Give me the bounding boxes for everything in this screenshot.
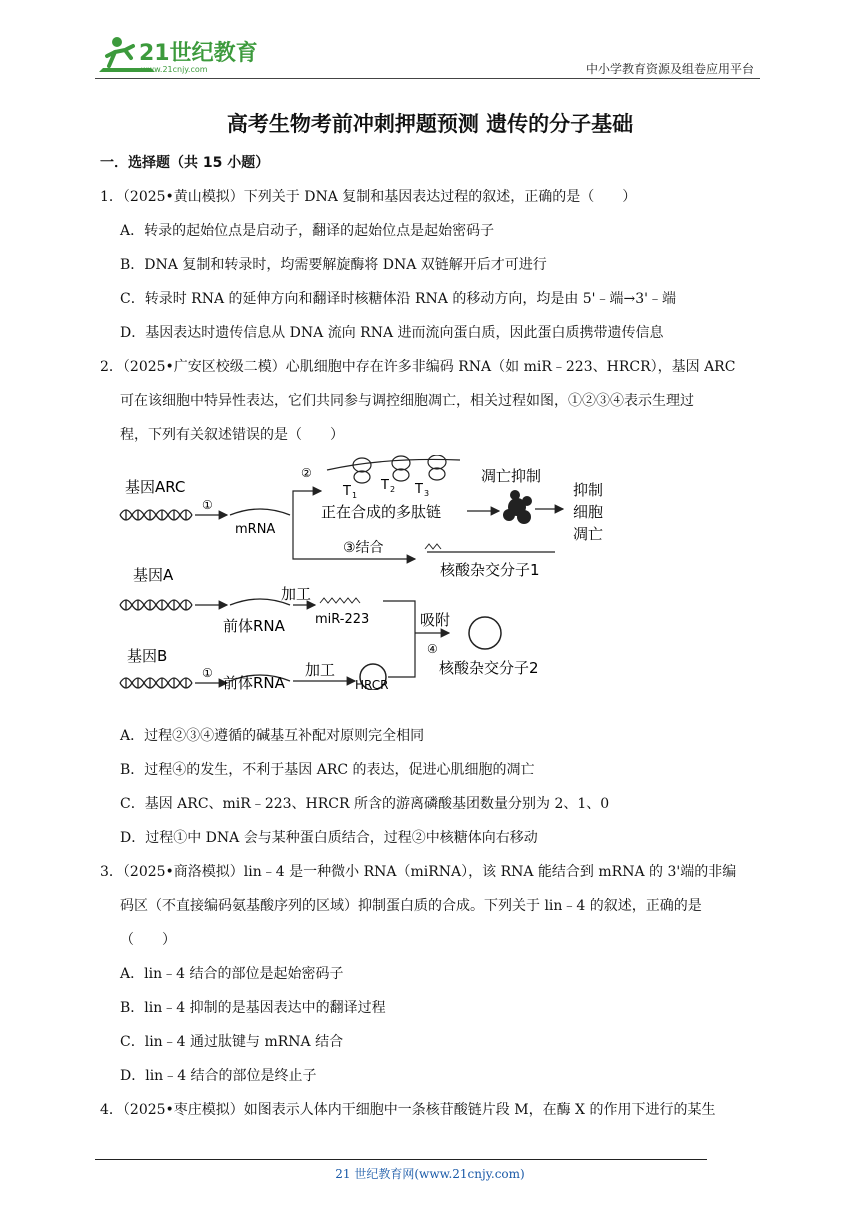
polypeptide-label: 正在合成的多肽链 (321, 503, 442, 521)
mrna-label: mRNA (235, 522, 276, 537)
t2-subscript: 2 (390, 485, 396, 494)
step-1-label-arc: ① (202, 498, 213, 512)
inhibit-label-3: 凋亡 (573, 525, 604, 543)
process-2-label: 加工 (305, 661, 336, 679)
t2-label: T (381, 478, 389, 493)
t3-label: T (415, 482, 423, 497)
mir223-label: miR-223 (315, 612, 370, 627)
question-1-option-d: D．基因表达时遗传信息从 DNA 流向 RNA 进而流向蛋白质，因此蛋白质携带遗传信息 (120, 325, 664, 341)
question-2-option-d: D．过程①中 DNA 会与某种蛋白质结合，过程②中核糖体向右移动 (120, 830, 538, 846)
question-1-option-a: A．转录的起始位点是启动子，翻译的起始位点是起始密码子 (120, 223, 495, 239)
t1-label: T (343, 484, 351, 499)
t3-subscript: 3 (424, 489, 430, 498)
hrcr-label: HRCR (355, 678, 389, 690)
gene-b-label: 基因B (127, 647, 168, 665)
question-3-stem-line-3: （ ） (120, 932, 176, 948)
hybrid-2-ring-icon (469, 617, 501, 649)
inhibit-label-1: 抑制 (573, 481, 604, 499)
hybrid-1-label: 核酸杂交分子1 (440, 561, 540, 579)
svg-text:www.21cnjy.com: www.21cnjy.com (141, 65, 208, 74)
question-2-stem-line-1: 2．（2025•广安区校级二模）心肌细胞中存在许多非编码 RNA（如 miR﹣223、HRCR），基因 ARC (100, 359, 736, 375)
apoptosis-inhibit-label: 凋亡抑制 (481, 467, 542, 485)
mir223-icon (320, 598, 360, 603)
step-1-label-b: ① (202, 666, 213, 680)
question-3-stem-line-1: 3．（2025•商洛模拟）lin﹣4 是一种微小 RNA（miRNA），该 RNA 能结合到 mRNA 的 3'端的非编 (100, 864, 737, 880)
arrow-translation (293, 491, 321, 515)
mrna-strand (230, 509, 290, 515)
page-footer[interactable]: 21 世纪教育网(www.21cnjy.com) (335, 1167, 525, 1181)
step-2-label: ② (301, 466, 312, 480)
protein-blob-icon (503, 490, 532, 524)
process-1-label: 加工 (281, 585, 312, 603)
question-2-option-b: B．过程④的发生，不利于基因 ARC 的表达，促进心肌细胞的凋亡 (120, 762, 535, 778)
connector-hrcr (388, 665, 415, 677)
question-1-stem: 1．（2025•黄山模拟）下列关于 DNA 复制和基因表达过程的叙述，正确的是（ ） (100, 189, 637, 205)
question-3-stem-line-2: 码区（不直接编码氨基酸序列的区域）抑制蛋白质的合成。下列关于 lin﹣4 的叙述，正确的是 (120, 898, 702, 914)
hybrid-2-label: 核酸杂交分子2 (439, 659, 539, 677)
dna-helix-arc (120, 510, 192, 520)
pre-rna-1-label: 前体RNA (223, 617, 285, 635)
question-2-stem-line-2: 可在该细胞中特异性表达，它们共同参与调控细胞凋亡，相关过程如图，①②③④表示生理过 (120, 393, 694, 409)
t1-subscript: 1 (352, 491, 358, 500)
gene-arc-label: 基因ARC (125, 478, 186, 496)
question-2-stem-line-3: 程，下列有关叙述错误的是（ ） (120, 427, 344, 443)
dna-helix-a (120, 600, 192, 610)
page-title: 高考生物考前冲刺押题预测 遗传的分子基础 (226, 112, 634, 136)
gene-expression-diagram (115, 455, 625, 690)
inhibit-label-2: 细胞 (573, 503, 604, 521)
question-3-option-c: C．lin﹣4 通过肽键与 mRNA 结合 (120, 1034, 344, 1050)
site-logo (95, 32, 265, 76)
question-3-option-d: D．lin﹣4 结合的部位是终止子 (120, 1068, 317, 1084)
step-4-label: ④ (427, 642, 438, 656)
gene-a-label: 基因A (133, 566, 174, 584)
question-2-option-a: A．过程②③④遵循的碱基互补配对原则完全相同 (120, 728, 425, 744)
header-divider (95, 78, 760, 79)
adsorb-label: 吸附 (420, 611, 451, 629)
question-2-option-c: C．基因 ARC、miR﹣223、HRCR 所含的游离磷酸基团数量分别为 2、1、0 (120, 796, 610, 812)
platform-name: 中小学教育资源及组卷应用平台 (585, 62, 754, 76)
question-3-option-b: B．lin﹣4 抑制的是基因表达中的翻译过程 (120, 1000, 386, 1016)
page-header (95, 32, 760, 80)
question-1-option-c: C．转录时 RNA 的延伸方向和翻译时核糖体沿 RNA 的移动方向，均是由 5'﹣端→3'﹣端 (120, 291, 677, 307)
question-4-stem-line-1: 4．（2025•枣庄模拟）如图表示人体内干细胞中一条核苷酸链片段 M，在酶 X 的作用下进行的某生 (100, 1102, 716, 1118)
dna-helix-b (120, 678, 192, 688)
svg-text:21世纪教育: 21世纪教育 (139, 41, 258, 66)
question-1-option-b: B．DNA 复制和转录时，均需要解旋酶将 DNA 双链解开后才可进行 (120, 257, 547, 273)
connector-mir (383, 601, 415, 665)
hybrid-1-icon (425, 544, 441, 549)
section-heading: 一．选择题（共 15 小题） (100, 155, 270, 171)
step-3-label: ③结合 (343, 540, 384, 556)
question-3-option-a: A．lin﹣4 结合的部位是起始密码子 (120, 966, 344, 982)
pre-rna-2-label: 前体RNA (223, 674, 285, 690)
footer-divider (95, 1159, 707, 1160)
